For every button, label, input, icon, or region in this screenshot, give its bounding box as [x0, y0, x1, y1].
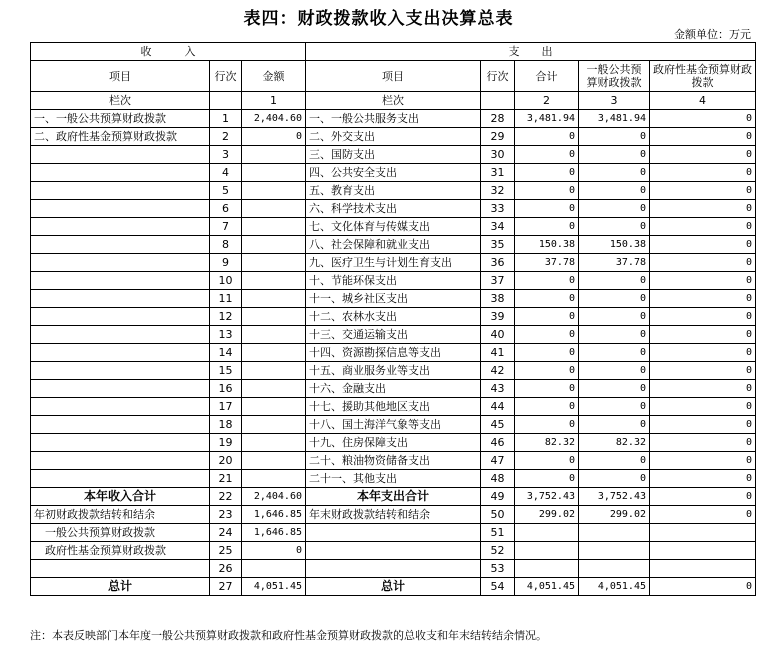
income-item-header: 项目 [31, 61, 210, 92]
income-item-cell: 总计 [31, 578, 210, 596]
expense-total-cell: 37.78 [515, 254, 579, 272]
expense-general-cell: 0 [579, 200, 650, 218]
expense-row-no-cell: 37 [481, 272, 515, 290]
expense-row-no-cell: 38 [481, 290, 515, 308]
table-row [31, 200, 756, 218]
income-item-cell [31, 164, 210, 182]
income-amount-cell [242, 218, 306, 236]
expense-item-cell: 总计 [306, 578, 481, 596]
expense-total-cell: 0 [515, 380, 579, 398]
expense-fund-cell: 0 [650, 506, 756, 524]
income-row-no-cell: 24 [210, 524, 242, 542]
table-row [31, 434, 756, 452]
table-row [31, 254, 756, 272]
expense-fund-cell: 0 [650, 110, 756, 128]
table-row [31, 362, 756, 380]
expense-total-header: 合计 [515, 61, 579, 92]
income-row-no-cell: 20 [210, 452, 242, 470]
expense-total-cell: 0 [515, 470, 579, 488]
expense-fund-cell [650, 560, 756, 578]
income-amount-cell [242, 344, 306, 362]
expense-total-cell: 82.32 [515, 434, 579, 452]
income-row-no-cell: 10 [210, 272, 242, 290]
expense-row-no-cell: 33 [481, 200, 515, 218]
table-row [31, 506, 756, 524]
income-amount-cell: 2,404.60 [242, 488, 306, 506]
income-amount-cell: 0 [242, 542, 306, 560]
income-amount-cell [242, 182, 306, 200]
expense-row-no-cell: 54 [481, 578, 515, 596]
income-row-no-cell: 2 [210, 128, 242, 146]
expense-total-cell: 4,051.45 [515, 578, 579, 596]
income-amount-cell [242, 290, 306, 308]
income-amount-cell [242, 560, 306, 578]
expense-total-cell: 0 [515, 146, 579, 164]
expense-total-cell: 0 [515, 290, 579, 308]
expense-total-cell: 0 [515, 218, 579, 236]
expense-total-cell: 0 [515, 128, 579, 146]
expense-row-no-cell: 44 [481, 398, 515, 416]
expense-total-cell: 0 [515, 308, 579, 326]
income-item-cell: 一般公共预算财政拨款 [31, 524, 210, 542]
expense-item-cell: 四、公共安全支出 [306, 164, 481, 182]
expense-row-no-cell: 43 [481, 380, 515, 398]
income-amount-cell: 1,646.85 [242, 524, 306, 542]
expense-item-cell: 十七、援助其他地区支出 [306, 398, 481, 416]
expense-fund-cell: 0 [650, 488, 756, 506]
expense-total-no: 2 [515, 92, 579, 110]
income-item-cell [31, 146, 210, 164]
expense-row-no-cell: 53 [481, 560, 515, 578]
expense-general-cell: 0 [579, 272, 650, 290]
expense-row-no-cell: 40 [481, 326, 515, 344]
footnote: 注：本表反映部门本年度一般公共预算财政拨款和政府性基金预算财政拨款的总收支和年末结转结余情况。 [30, 629, 547, 642]
expense-general-cell: 3,752.43 [579, 488, 650, 506]
table-row [31, 542, 756, 560]
expense-total-cell: 0 [515, 344, 579, 362]
expense-general-cell: 0 [579, 470, 650, 488]
expense-general-cell: 4,051.45 [579, 578, 650, 596]
income-item-cell [31, 236, 210, 254]
expense-row-no-cell: 49 [481, 488, 515, 506]
expense-fund-cell: 0 [650, 470, 756, 488]
table-row [31, 488, 756, 506]
group-header-row [31, 43, 756, 61]
expense-fund-cell: 0 [650, 290, 756, 308]
expense-row-header: 行次 [481, 61, 515, 92]
expense-total-cell: 0 [515, 200, 579, 218]
expense-general-cell: 150.38 [579, 236, 650, 254]
income-amount-header: 金额 [242, 61, 306, 92]
expense-general-cell: 0 [579, 452, 650, 470]
table-row [31, 236, 756, 254]
expense-row-no-cell: 29 [481, 128, 515, 146]
income-item-cell [31, 398, 210, 416]
expense-general-cell: 0 [579, 182, 650, 200]
expense-fund-cell: 0 [650, 362, 756, 380]
income-item-cell [31, 470, 210, 488]
table-row [31, 416, 756, 434]
expense-row-no-cell: 45 [481, 416, 515, 434]
income-amount-cell: 4,051.45 [242, 578, 306, 596]
expense-total-cell [515, 524, 579, 542]
expense-item-cell: 三、国防支出 [306, 146, 481, 164]
expense-general-cell: 0 [579, 344, 650, 362]
income-item-cell: 二、政府性基金预算财政拨款 [31, 128, 210, 146]
income-item-cell: 本年收入合计 [31, 488, 210, 506]
expense-fund-cell: 0 [650, 308, 756, 326]
income-item-cell [31, 290, 210, 308]
income-row-no-cell: 19 [210, 434, 242, 452]
income-row-no-cell: 22 [210, 488, 242, 506]
income-item-cell: 一、一般公共预算财政拨款 [31, 110, 210, 128]
table-row [31, 380, 756, 398]
income-amount-cell [242, 200, 306, 218]
table-row [31, 164, 756, 182]
expense-general-cell: 3,481.94 [579, 110, 650, 128]
income-item-cell: 年初财政拨款结转和结余 [31, 506, 210, 524]
table-row [31, 308, 756, 326]
expense-item-cell: 九、医疗卫生与计划生育支出 [306, 254, 481, 272]
income-amount-cell [242, 236, 306, 254]
income-item-cell [31, 308, 210, 326]
income-row-no-cell: 14 [210, 344, 242, 362]
income-label-cell: 栏次 [31, 92, 210, 110]
table-row [31, 128, 756, 146]
expense-row-no-cell: 47 [481, 452, 515, 470]
expense-total-cell: 0 [515, 164, 579, 182]
income-item-cell [31, 182, 210, 200]
income-amount-cell [242, 398, 306, 416]
income-amount-cell [242, 362, 306, 380]
expense-fund-cell: 0 [650, 164, 756, 182]
expense-fund-cell: 0 [650, 326, 756, 344]
income-row-no-cell: 5 [210, 182, 242, 200]
income-item-cell: 政府性基金预算财政拨款 [31, 542, 210, 560]
expense-row-no-cell: 46 [481, 434, 515, 452]
income-row-no-cell: 8 [210, 236, 242, 254]
table-row [31, 344, 756, 362]
income-item-cell [31, 272, 210, 290]
income-amount-cell [242, 146, 306, 164]
expense-general-cell: 0 [579, 362, 650, 380]
expense-fund-cell: 0 [650, 272, 756, 290]
table-row [31, 578, 756, 596]
income-row-no-cell: 25 [210, 542, 242, 560]
expense-general-cell: 0 [579, 326, 650, 344]
expense-item-cell: 一、一般公共服务支出 [306, 110, 481, 128]
income-item-cell [31, 380, 210, 398]
income-item-cell [31, 200, 210, 218]
income-item-cell [31, 326, 210, 344]
expense-general-cell: 0 [579, 416, 650, 434]
expense-fund-cell: 0 [650, 398, 756, 416]
expense-general-cell: 0 [579, 164, 650, 182]
expense-fund-cell: 0 [650, 218, 756, 236]
expense-item-cell: 八、社会保障和就业支出 [306, 236, 481, 254]
expense-total-cell: 0 [515, 326, 579, 344]
expense-item-cell: 年末财政拨款结转和结余 [306, 506, 481, 524]
income-row-no-cell: 27 [210, 578, 242, 596]
expense-total-cell: 299.02 [515, 506, 579, 524]
expense-row-no-cell: 52 [481, 542, 515, 560]
income-amount-cell [242, 326, 306, 344]
expense-fund-cell: 0 [650, 200, 756, 218]
expense-row-no-cell: 34 [481, 218, 515, 236]
income-amount-no: 1 [242, 92, 306, 110]
expense-fund-cell: 0 [650, 578, 756, 596]
expense-total-cell: 0 [515, 272, 579, 290]
expense-item-cell: 十一、城乡社区支出 [306, 290, 481, 308]
expense-general-cell: 0 [579, 398, 650, 416]
expense-item-cell: 十二、农林水支出 [306, 308, 481, 326]
income-row-no-cell: 7 [210, 218, 242, 236]
income-item-cell [31, 218, 210, 236]
income-amount-cell [242, 416, 306, 434]
expense-item-cell: 十、节能环保支出 [306, 272, 481, 290]
expense-row-no-cell: 41 [481, 344, 515, 362]
expense-general-cell [579, 524, 650, 542]
table-row [31, 110, 756, 128]
expense-item-header: 项目 [306, 61, 481, 92]
expense-row-no-cell: 31 [481, 164, 515, 182]
expense-fund-cell [650, 542, 756, 560]
expense-item-cell: 二十、粮油物资储备支出 [306, 452, 481, 470]
expense-general-cell: 0 [579, 290, 650, 308]
expense-row-no-cell: 36 [481, 254, 515, 272]
expense-row-no-cell: 50 [481, 506, 515, 524]
expense-general-header: 一般公共预算财政拨款 [579, 61, 650, 92]
income-amount-cell [242, 164, 306, 182]
income-row-no-cell: 4 [210, 164, 242, 182]
income-row-header: 行次 [210, 61, 242, 92]
expense-row-no-cell: 32 [481, 182, 515, 200]
unit-label: 金额单位：万元 [674, 28, 751, 41]
income-row-no-cell: 15 [210, 362, 242, 380]
column-header-row [31, 61, 756, 92]
income-row-no-cell: 13 [210, 326, 242, 344]
income-amount-cell [242, 254, 306, 272]
page-title: 表四：财政拨款收入支出决算总表 [243, 9, 514, 29]
expense-general-cell: 37.78 [579, 254, 650, 272]
expense-general-cell [579, 560, 650, 578]
expense-total-cell: 0 [515, 182, 579, 200]
expense-row-no-cell: 51 [481, 524, 515, 542]
income-row-no-cell: 11 [210, 290, 242, 308]
expense-item-cell: 十八、国土海洋气象等支出 [306, 416, 481, 434]
income-item-cell [31, 434, 210, 452]
income-group-header: 收 入 [31, 43, 306, 61]
expense-row-no-cell: 48 [481, 470, 515, 488]
income-amount-cell: 0 [242, 128, 306, 146]
expense-total-cell: 3,752.43 [515, 488, 579, 506]
expense-item-cell: 十四、资源勘探信息等支出 [306, 344, 481, 362]
income-row-no-cell: 16 [210, 380, 242, 398]
expense-total-cell: 0 [515, 398, 579, 416]
income-row-no-cell: 3 [210, 146, 242, 164]
expense-row-no-cell: 39 [481, 308, 515, 326]
income-row-no-cell: 23 [210, 506, 242, 524]
expense-fund-cell: 0 [650, 344, 756, 362]
expense-fund-cell: 0 [650, 380, 756, 398]
expense-item-cell: 十六、金融支出 [306, 380, 481, 398]
income-row-no-cell: 18 [210, 416, 242, 434]
expense-row-no-cell: 30 [481, 146, 515, 164]
expense-item-cell: 十五、商业服务业等支出 [306, 362, 481, 380]
expense-general-cell: 0 [579, 218, 650, 236]
table-row [31, 452, 756, 470]
expense-total-cell: 150.38 [515, 236, 579, 254]
expense-item-cell: 七、文化体育与传媒支出 [306, 218, 481, 236]
income-amount-cell [242, 452, 306, 470]
expense-item-cell: 本年支出合计 [306, 488, 481, 506]
income-amount-cell [242, 308, 306, 326]
expense-fund-cell: 0 [650, 452, 756, 470]
expense-general-cell: 299.02 [579, 506, 650, 524]
expense-item-cell: 十三、交通运输支出 [306, 326, 481, 344]
table-row [31, 146, 756, 164]
table-row [31, 326, 756, 344]
expense-fund-cell [650, 524, 756, 542]
income-amount-cell [242, 272, 306, 290]
expense-group-header: 支 出 [306, 43, 756, 61]
expense-fund-cell: 0 [650, 146, 756, 164]
income-item-cell [31, 362, 210, 380]
income-row-no-cell: 17 [210, 398, 242, 416]
expense-fund-header: 政府性基金预算财政拨款 [650, 61, 756, 92]
expense-item-cell: 五、教育支出 [306, 182, 481, 200]
expense-label-cell: 栏次 [306, 92, 481, 110]
expense-total-cell [515, 560, 579, 578]
expense-total-cell: 0 [515, 452, 579, 470]
income-item-cell [31, 452, 210, 470]
expense-item-cell: 六、科学技术支出 [306, 200, 481, 218]
expense-general-no: 3 [579, 92, 650, 110]
expense-fund-cell: 0 [650, 182, 756, 200]
table-row [31, 182, 756, 200]
income-amount-cell [242, 434, 306, 452]
income-row-no-cell: 21 [210, 470, 242, 488]
expense-general-cell: 0 [579, 146, 650, 164]
expense-general-cell [579, 542, 650, 560]
expense-general-cell: 82.32 [579, 434, 650, 452]
expense-general-cell: 0 [579, 128, 650, 146]
expense-row-no-cell: 35 [481, 236, 515, 254]
table-row [31, 470, 756, 488]
empty-cell [481, 92, 515, 110]
expense-total-cell: 0 [515, 416, 579, 434]
expense-general-cell: 0 [579, 380, 650, 398]
table-row [31, 524, 756, 542]
expense-item-cell: 二十一、其他支出 [306, 470, 481, 488]
income-row-no-cell: 26 [210, 560, 242, 578]
table-row [31, 272, 756, 290]
fiscal-summary-table [30, 42, 756, 596]
expense-row-no-cell: 42 [481, 362, 515, 380]
income-row-no-cell: 1 [210, 110, 242, 128]
empty-cell [210, 92, 242, 110]
table-row [31, 560, 756, 578]
income-item-cell [31, 344, 210, 362]
expense-fund-cell: 0 [650, 416, 756, 434]
income-item-cell [31, 254, 210, 272]
income-row-no-cell: 12 [210, 308, 242, 326]
income-item-cell [31, 560, 210, 578]
expense-fund-cell: 0 [650, 236, 756, 254]
expense-fund-cell: 0 [650, 128, 756, 146]
income-amount-cell: 1,646.85 [242, 506, 306, 524]
expense-general-cell: 0 [579, 308, 650, 326]
expense-row-no-cell: 28 [481, 110, 515, 128]
expense-fund-cell: 0 [650, 434, 756, 452]
income-row-no-cell: 6 [210, 200, 242, 218]
expense-item-cell: 二、外交支出 [306, 128, 481, 146]
income-row-no-cell: 9 [210, 254, 242, 272]
table-row [31, 398, 756, 416]
expense-item-cell: 十九、住房保障支出 [306, 434, 481, 452]
table-row [31, 218, 756, 236]
expense-total-cell: 0 [515, 362, 579, 380]
expense-fund-cell: 0 [650, 254, 756, 272]
income-item-cell [31, 416, 210, 434]
expense-item-cell [306, 542, 481, 560]
expense-fund-no: 4 [650, 92, 756, 110]
income-amount-cell [242, 380, 306, 398]
expense-total-cell [515, 542, 579, 560]
expense-item-cell [306, 524, 481, 542]
income-amount-cell [242, 470, 306, 488]
income-amount-cell: 2,404.60 [242, 110, 306, 128]
column-number-row [31, 92, 756, 110]
table-row [31, 290, 756, 308]
expense-total-cell: 3,481.94 [515, 110, 579, 128]
expense-item-cell [306, 560, 481, 578]
